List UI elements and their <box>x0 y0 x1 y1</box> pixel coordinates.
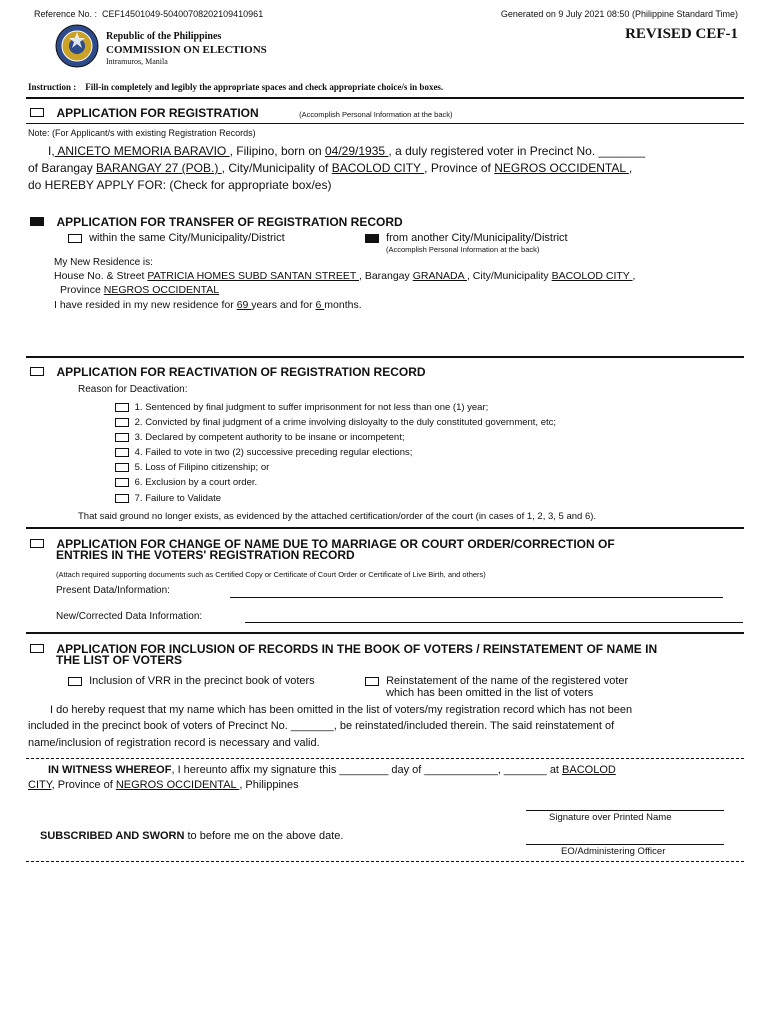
house-street-value: PATRICIA HOMES SUBD SANTAN STREET <box>147 270 359 282</box>
inclusion-option: Inclusion of VRR in the precinct book of voters <box>68 675 315 687</box>
reason-checkbox[interactable] <box>115 478 129 487</box>
request-line-2: included in the precinct book of voters of Precinct No. _______, be reinstated/included therein. The said reinstatement of <box>28 720 615 732</box>
new-city-value: BACOLOD CITY <box>551 270 633 282</box>
inclusion-title-2: THE LIST OF VOTERS <box>56 653 183 667</box>
divider <box>26 123 744 124</box>
present-data-label: Present Data/Information: <box>56 585 170 596</box>
dashed-divider <box>26 861 744 862</box>
dashed-divider <box>26 758 744 759</box>
attach-note: (Attach required supporting documents such as Certified Copy or Certificate of Court Order or Certificate of Live Birth, and others) <box>56 570 486 579</box>
transfer-option-same: within the same City/Municipality/District <box>68 232 285 244</box>
reason-checkbox[interactable] <box>115 494 129 503</box>
applicant-name: ANICETO MEMORIA BARAVIO <box>54 144 230 158</box>
location-heading: Intramuros, Manila <box>106 57 168 66</box>
reason-label: Reason for Deactivation: <box>78 384 188 395</box>
instruction: Instruction : Fill-in completely and legibly the appropriate spaces and check appropriate choice/s in boxes. <box>28 82 444 92</box>
reason-checkbox[interactable] <box>115 433 129 442</box>
birth-date: 04/29/1935 <box>325 144 389 158</box>
transfer-checkbox[interactable] <box>30 217 44 226</box>
witness-line-2: CITY, Province of NEGROS OCCIDENTAL , Philippines <box>28 779 299 791</box>
new-data-line[interactable] <box>245 622 743 623</box>
registration-title: APPLICATION FOR REGISTRATION <box>56 106 259 120</box>
officer-line[interactable] <box>526 844 724 845</box>
same-city-checkbox[interactable] <box>68 234 82 243</box>
new-barangay-value: GRANADA <box>412 270 467 282</box>
witness-province: NEGROS OCCIDENTAL <box>115 779 240 791</box>
witness-line-1: IN WITNESS WHEREOF, I hereunto affix my signature this ________ day of ____________, _______ at BACOLOD <box>48 764 616 776</box>
reinstatement-option-line-2: which has been omitted in the list of voters <box>386 687 594 699</box>
form-code: REVISED CEF-1 <box>625 26 738 42</box>
reason-item: 5. Loss of Filipino citizenship; or <box>115 462 269 473</box>
reactivation-title: APPLICATION FOR REACTIVATION OF REGISTRATION RECORD <box>56 365 426 379</box>
change-name-title-1: APPLICATION FOR CHANGE OF NAME DUE TO MARRIAGE OR COURT ORDER/CORRECTION OF <box>56 537 615 551</box>
reason-item: 2. Convicted by final judgment of a crime involving disloyalty to the duly constituted government, etc; <box>115 417 556 428</box>
another-city-checkbox[interactable] <box>365 234 379 243</box>
new-province-line: Province NEGROS OCCIDENTAL <box>60 284 220 296</box>
reactivation-section <box>30 363 426 381</box>
reference-number: Reference No. : CEF14501049-50400708202109410961 <box>34 9 264 19</box>
reason-item: 4. Failed to vote in two (2) successive preceding regular elections; <box>115 447 412 458</box>
ground-note: That said ground no longer exists, as evidenced by the attached certification/order of the court (in cases of 1, 2, 3, 5 and 6). <box>78 511 597 522</box>
reason-item: 3. Declared by competent authority to be insane or incompetent; <box>115 432 405 443</box>
registration-note-title: (Accomplish Personal Information at the back) <box>299 110 453 119</box>
reason-checkbox[interactable] <box>115 418 129 427</box>
new-province-value: NEGROS OCCIDENTAL <box>103 284 220 296</box>
divider <box>26 97 744 99</box>
signature-label: Signature over Printed Name <box>549 812 672 823</box>
years-value: 69 <box>236 299 252 311</box>
reason-checkbox[interactable] <box>115 448 129 457</box>
reason-item: 6. Exclusion by a court order. <box>115 477 257 488</box>
inclusion-title-1: APPLICATION FOR INCLUSION OF RECORDS IN THE BOOK OF VOTERS / REINSTATEMENT OF NAME IN <box>56 642 658 656</box>
new-residence-line: House No. & Street PATRICIA HOMES SUBD SANTAN STREET , Barangay GRANADA , City/Municipality BACOLOD CITY , <box>54 270 636 282</box>
present-data-line[interactable] <box>230 597 723 598</box>
inclusion-checkbox[interactable] <box>30 644 44 653</box>
existing-record-note: Note: (For Applicant/s with existing Registration Records) <box>28 128 256 138</box>
resided-line: I have resided in my new residence for 69 years and for 6 months. <box>54 299 362 311</box>
reason-checkbox[interactable] <box>115 403 129 412</box>
signature-line[interactable] <box>526 810 724 811</box>
transfer-title: APPLICATION FOR TRANSFER OF REGISTRATION RECORD <box>56 215 403 229</box>
republic-heading: Republic of the Philippines <box>106 31 222 42</box>
witness-city: BACOLOD <box>562 764 616 776</box>
registration-checkbox[interactable] <box>30 108 44 117</box>
comelec-seal-icon <box>55 24 99 68</box>
commission-heading: COMMISSION ON ELECTIONS <box>106 44 267 56</box>
change-name-checkbox[interactable] <box>30 539 44 548</box>
divider <box>26 632 744 634</box>
request-line-3: name/inclusion of registration record is necessary and valid. <box>28 737 320 749</box>
transfer-option-other: from another City/Municipality/District <box>365 232 568 244</box>
reason-item: 7. Failure to Validate <box>115 493 221 504</box>
months-value: 6 <box>315 299 325 311</box>
transfer-section <box>30 213 403 231</box>
reason-item: 1. Sentenced by final judgment to suffer imprisonment for not less than one (1) year; <box>115 402 488 413</box>
reinstatement-checkbox[interactable] <box>365 677 379 686</box>
sworn-line: SUBSCRIBED AND SWORN to before me on the above date. <box>40 830 344 842</box>
generated-timestamp: Generated on 9 July 2021 08:50 (Philippine Standard Time) <box>500 9 738 19</box>
statement-line-2: of Barangay BARANGAY 27 (POB.) , City/Municipality of BACOLOD CITY , Province of NEGROS OCCIDENTAL , <box>28 161 633 175</box>
new-residence-label: My New Residence is: <box>54 257 153 268</box>
change-name-title-2: ENTRIES IN THE VOTERS' REGISTRATION RECORD <box>56 548 355 562</box>
request-line-1: I do hereby request that my name which has been omitted in the list of voters/my registration record which has not been <box>50 704 633 716</box>
transfer-other-note: (Accomplish Personal Information at the back) <box>386 245 540 254</box>
statement-line-1: I, ANICETO MEMORIA BARAVIO , Filipino, born on 04/29/1935 , a duly registered voter in Precinct No. _______ <box>48 144 646 158</box>
divider <box>26 527 744 529</box>
reason-checkbox[interactable] <box>115 463 129 472</box>
province-value: NEGROS OCCIDENTAL <box>494 161 629 175</box>
new-data-label: New/Corrected Data Information: <box>56 611 203 622</box>
officer-label: EO/Administering Officer <box>561 846 666 857</box>
reinstatement-option: Reinstatement of the name of the registered voter <box>365 675 628 687</box>
registration-section <box>30 104 453 122</box>
barangay-value: BARANGAY 27 (POB.) <box>96 161 222 175</box>
reactivation-checkbox[interactable] <box>30 367 44 376</box>
divider <box>26 356 744 358</box>
statement-line-3: do HEREBY APPLY FOR: (Check for appropriate box/es) <box>28 178 332 192</box>
city-value: BACOLOD CITY <box>331 161 425 175</box>
inclusion-vrr-checkbox[interactable] <box>68 677 82 686</box>
